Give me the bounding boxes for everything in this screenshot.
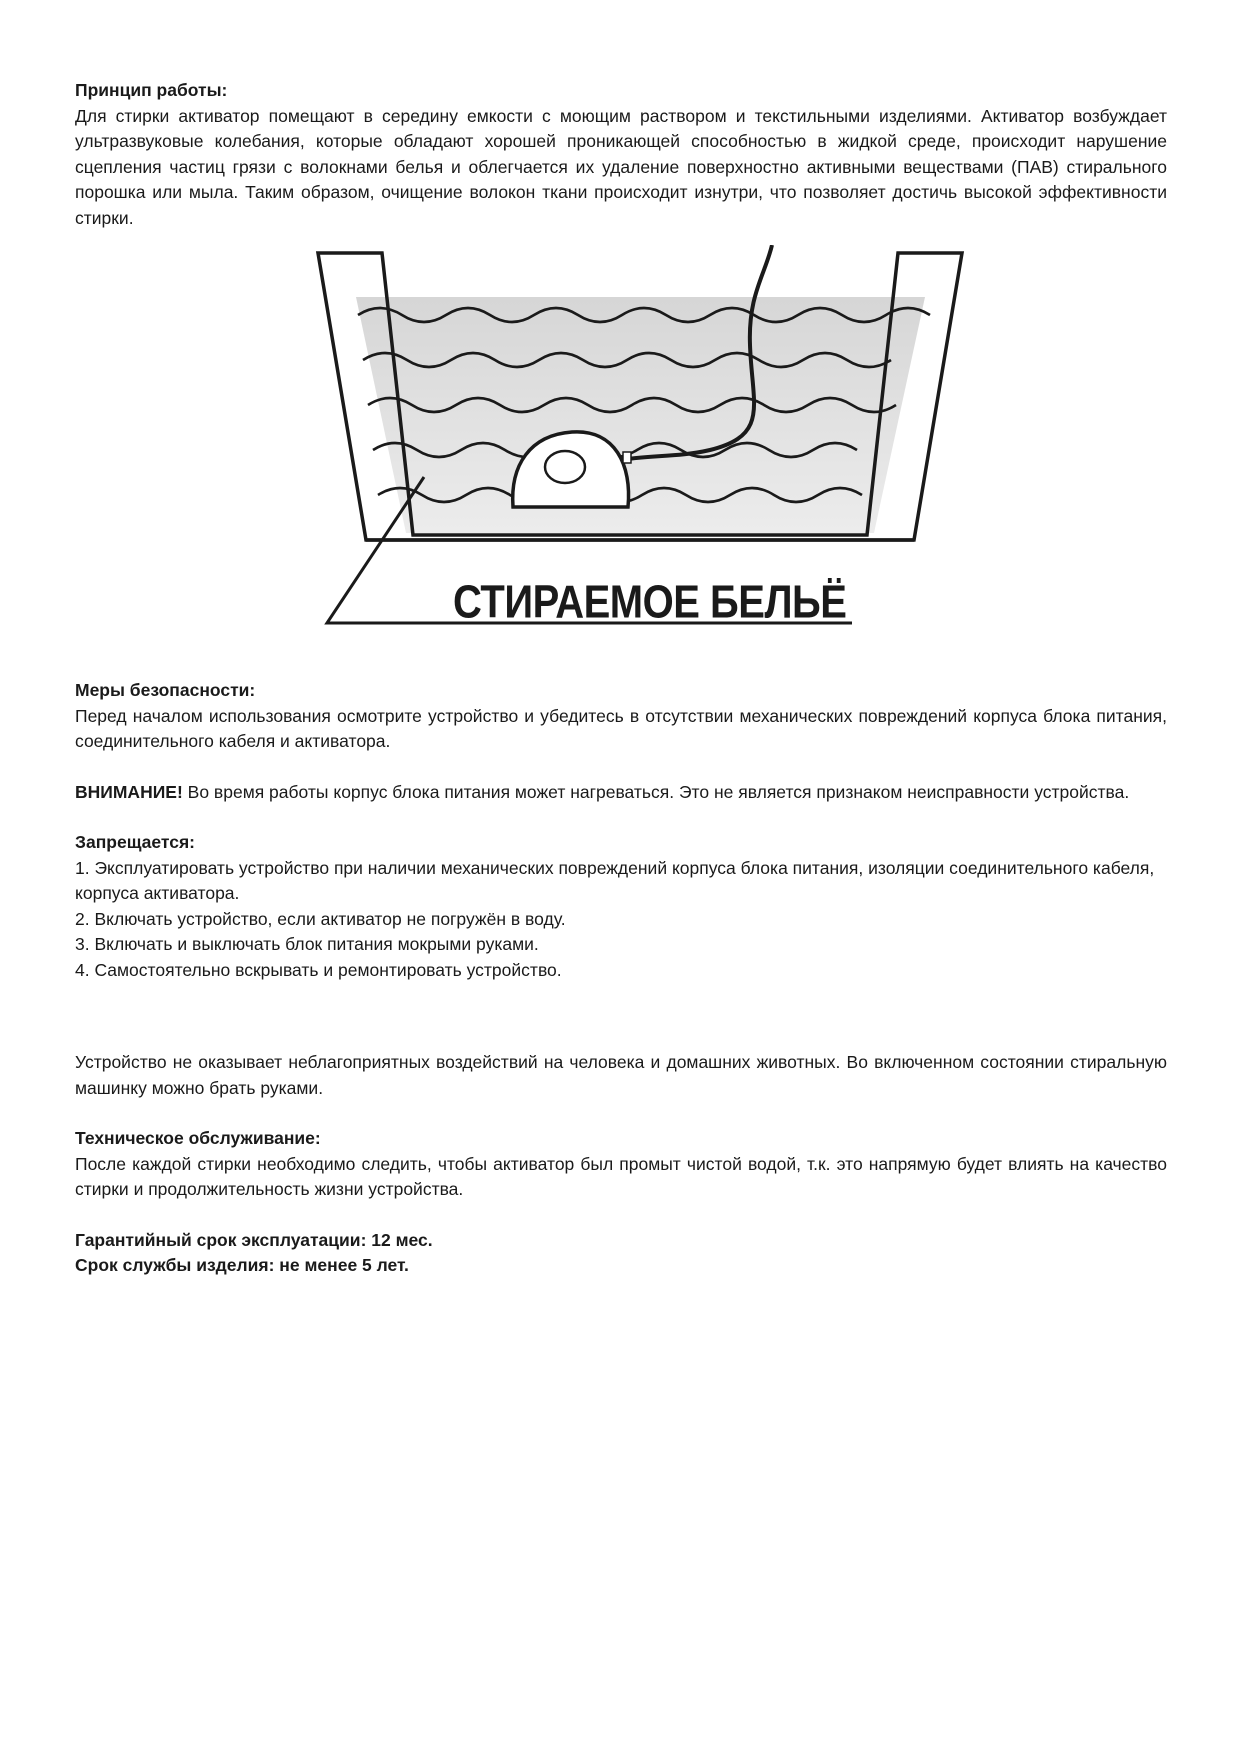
prohibited-item-1: 1. Эксплуатировать устройство при наличии механических повреждений корпуса блока питания, изоляции соединительного кабеля, корпуса активатора.: [75, 857, 1155, 903]
safety-heading: Меры безопасности:: [75, 680, 256, 700]
principle-heading: Принцип работы:: [75, 80, 228, 100]
maintenance-text: После каждой стирки необходимо следить, чтобы активатор был промыт чистой водой, т.к. это напрямую будет влиять на качество стирки и продолжительность жизни устройства.: [75, 1153, 1167, 1199]
service-life: Срок службы изделия: не менее 5 лет.: [75, 1255, 409, 1275]
prohibited-item-4: 4. Самостоятельно вскрывать и ремонтировать устройство.: [75, 959, 562, 980]
warranty-period: Гарантийный срок эксплуатации: 12 мес.: [75, 1229, 433, 1250]
warning-text: Во время работы корпус блока питания может нагреваться. Это не является признаком неисправности устройства.: [182, 781, 1130, 802]
safety-section: [75, 678, 1167, 983]
lower-section: [75, 1050, 1167, 1279]
illustration-caption: СТИРАЕМОЕ БЕЛЬЁ: [453, 577, 847, 628]
safety-text: Перед началом использования осмотрите устройство и убедитесь в отсутствии механических повреждений корпуса блока питания, соединительного кабеля и активатора.: [75, 705, 1167, 751]
warning-paragraph: [75, 780, 1167, 806]
warning-label: ВНИМАНИЕ!: [75, 781, 183, 802]
prohibited-item-3: 3. Включать и выключать блок питания мокрыми руками.: [75, 934, 539, 954]
principle-section: [75, 78, 1167, 231]
prohibited-heading: Запрещается:: [75, 832, 196, 852]
principle-text: Для стирки активатор помещают в середину емкости с моющим раствором и текстильными изделиями. Активатор возбуждает ультразвуковые колебания, которые обладают хорошей проникающей способностью в жидкой среде, происходит нарушение сцепления частиц грязи с волокнами белья и облегчается их удаление поверхностно активными веществами (ПАВ) стирального порошка или мыла. Таким образом, очищение волокон ткани происходит изнутри, что позволяет достичь высокой эффективности стирки.: [75, 105, 1167, 228]
harmless-text: Устройство не оказывает неблагоприятных воздействий на человека и домашних животных. Во включенном состоянии стиральную машинку можно брать руками.: [75, 1052, 1167, 1098]
maintenance-heading: Техническое обслуживание:: [75, 1128, 321, 1148]
water: [356, 297, 925, 533]
prohibited-item-2: 2. Включать устройство, если активатор не погружён в воду.: [75, 908, 566, 929]
